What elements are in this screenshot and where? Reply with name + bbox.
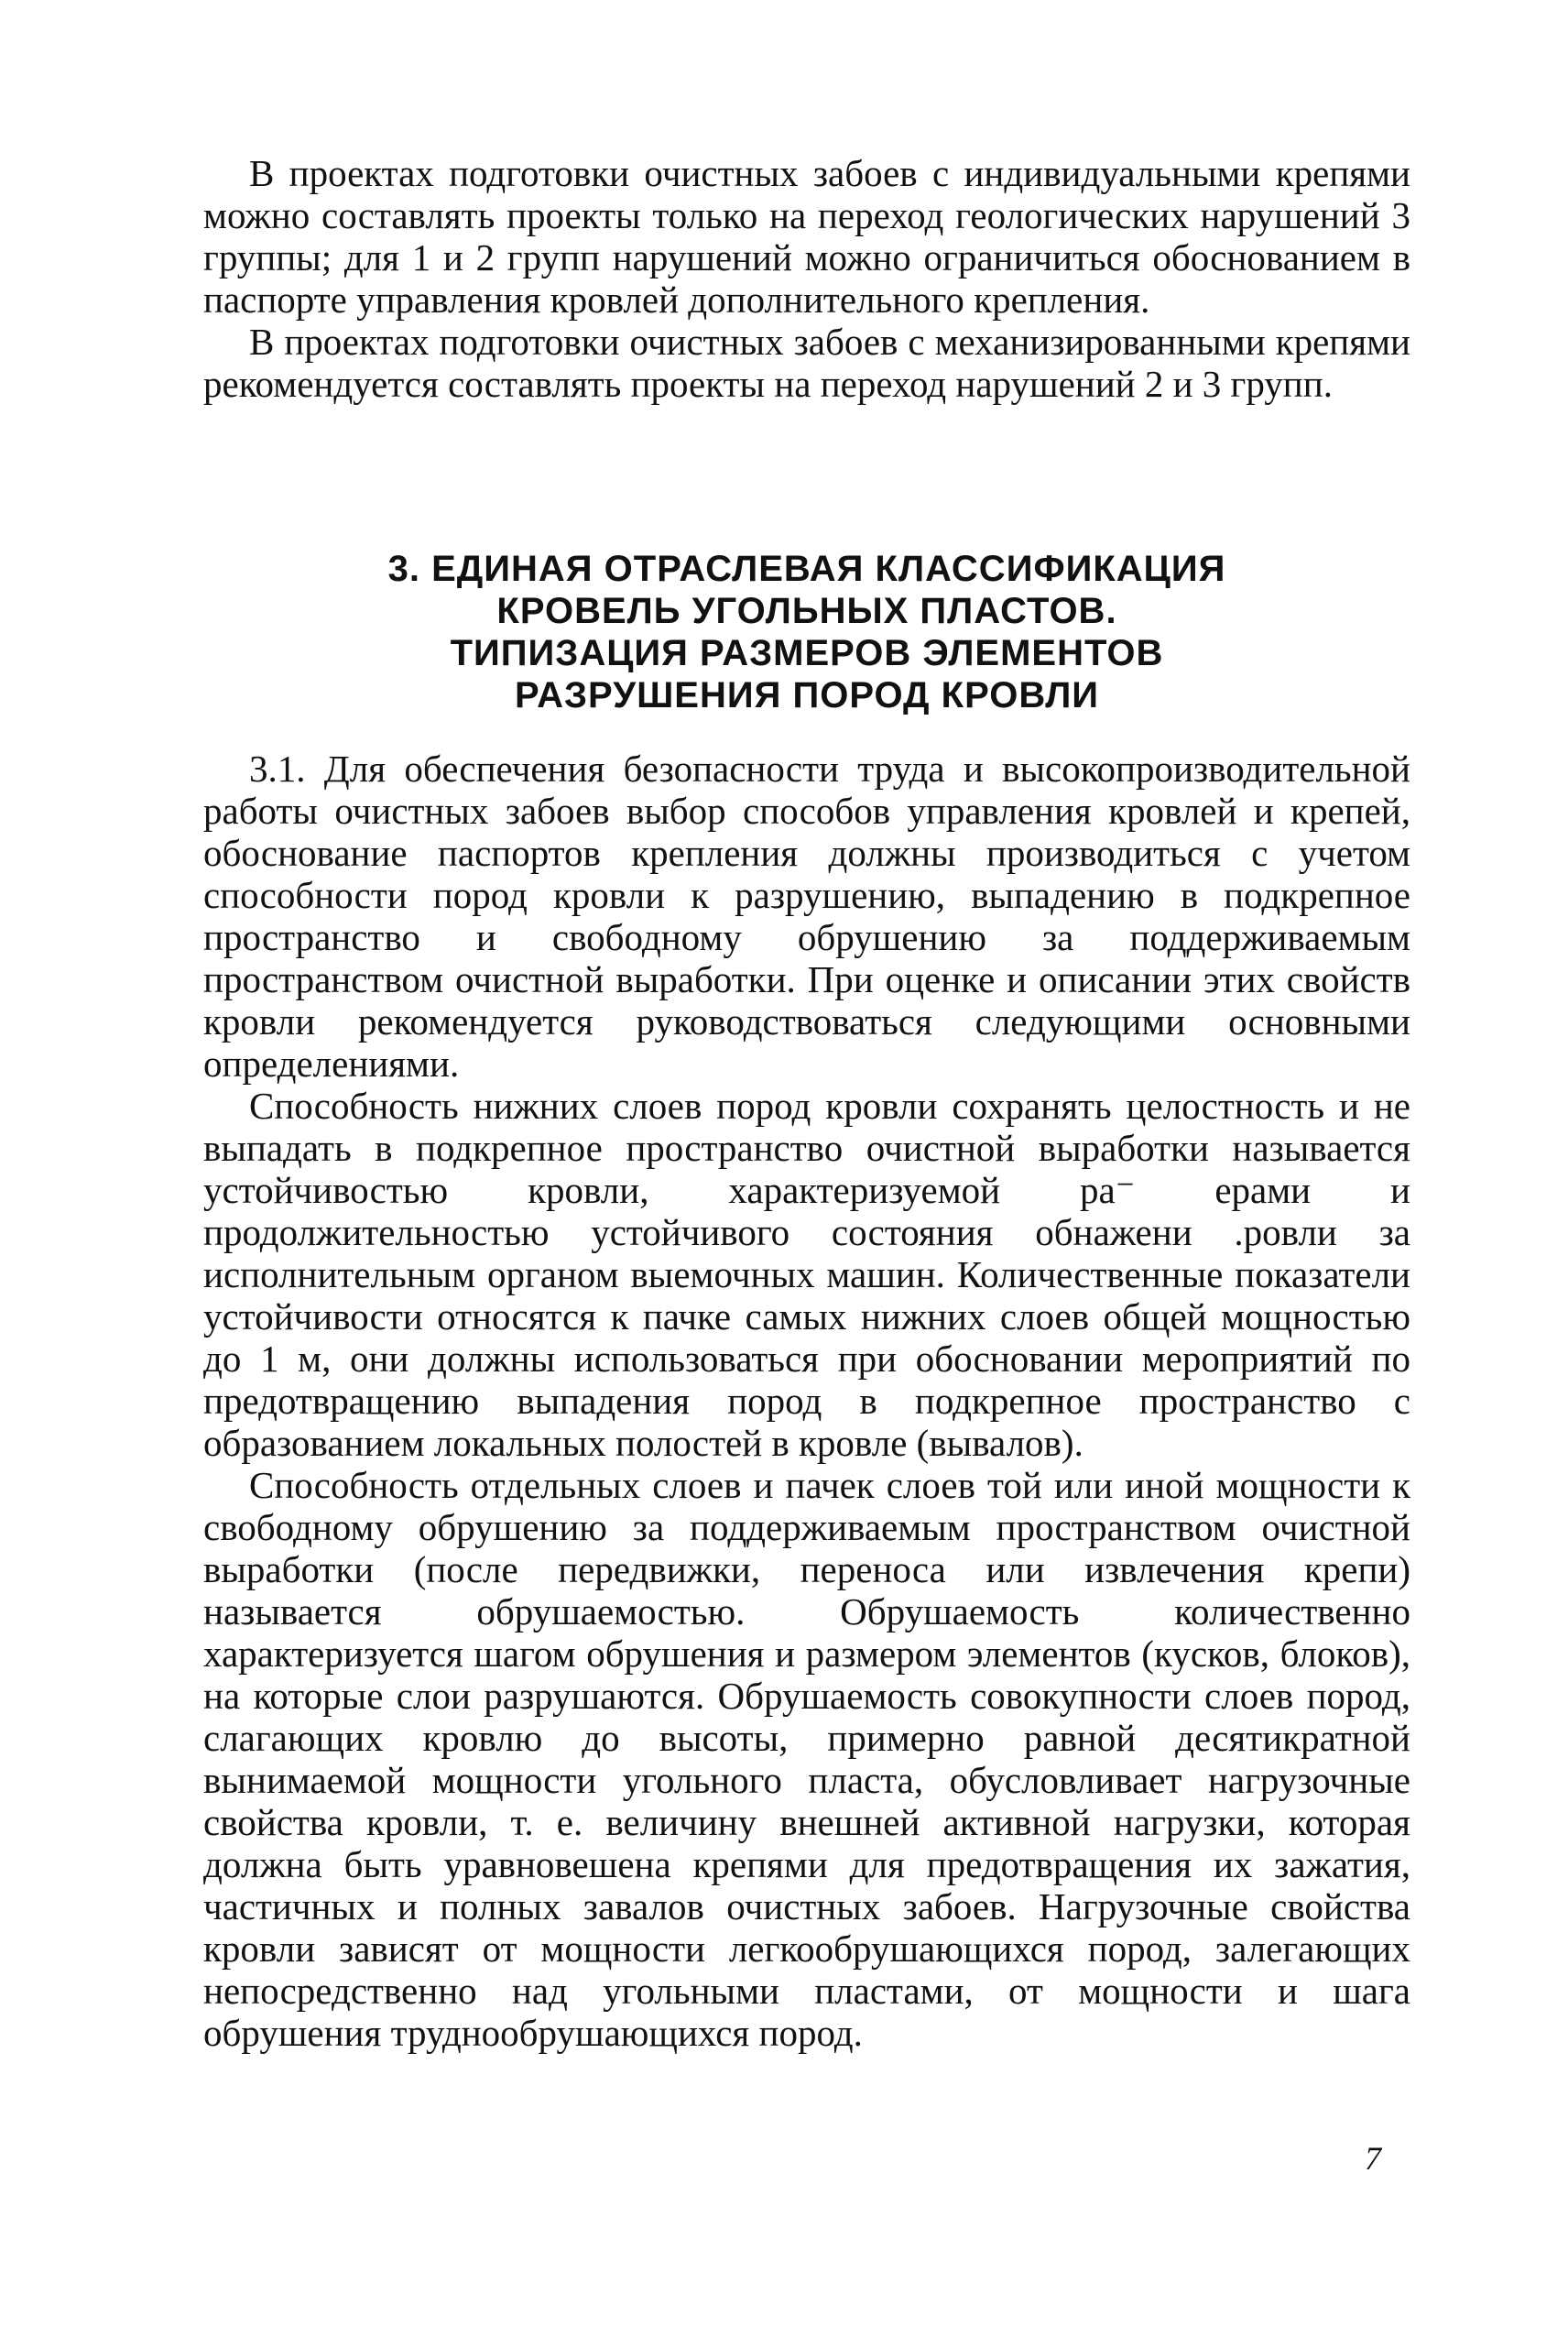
paragraph-3-1: 3.1. Для обеспечения безопасности труда и высокопроизводительной работы очистных забоев выбор способов управления кровлей и крепей, обоснование паспортов крепления должны производиться с учетом способности пород кровли к разрушению, выпадению в подкрепное пространство и свободному обрушению за поддерживаемым пространством очистной выработки. При оценке и описании этих свойств кровли рекомендуется руководствоваться следующими основными определениями. <box>203 748 1410 1085</box>
section-heading-line: РАЗРУШЕНИЯ ПОРОД КРОВЛИ <box>514 675 1100 715</box>
page-number: 7 <box>1365 2140 1381 2177</box>
section-heading-line: 3. ЕДИНАЯ ОТРАСЛЕВАЯ КЛАССИФИКАЦИЯ <box>387 549 1226 589</box>
intro-text <box>203 152 1410 405</box>
paragraph-caving: Способность отдельных слоев и пачек слоев той или иной мощности к свободному обрушению за поддерживаемым пространством очистной выработки (после передвижки, переноса или извлечения крепи) называется обрушаемостью. Обрушаемость количественно характеризуется шагом обрушения и размером элементов (кусков, блоков), на которые слои разрушаются. Обрушаемость совокупности слоев пород, слагающих кровлю до высоты, примерно равной десятикратной вынимаемой мощности угольного пласта, обусловливает нагрузочные свойства кровли, т. е. величину внешней активной нагрузки, которая должна быть уравновешена крепями для предотвращения их зажатия, частичных и полных завалов очистных забоев. Нагрузочные свойства кровли зависят от мощности легкообрушающихся пород, залегающих непосредственно над угольными пластами, от мощности и шага обрушения труднообрушающихся пород. <box>203 1464 1410 2054</box>
section-heading <box>203 548 1410 716</box>
paragraph-individual-supports: В проектах подготовки очистных забоев с индивидуальными крепями можно составлять проекты только на переход геологических нарушений 3 группы; для 1 и 2 групп нарушений можно ограничиться обоснованием в паспорте управления кровлей дополнительного крепления. <box>203 152 1410 321</box>
section-body <box>203 748 1410 2054</box>
section-heading-line: КРОВЕЛЬ УГОЛЬНЫХ ПЛАСТОВ. <box>496 591 1117 631</box>
paragraph-stability: Способность нижних слоев пород кровли сохранять целостность и не выпадать в подкрепное пространство очистной выработки называется устойчивостью кровли, характеризуемой ра⁻ ерами и продолжительностью устойчивого состояния обнажени .ровли за исполнительным органом выемочных машин. Количественные показатели устойчивости относятся к пачке самых нижних слоев общей мощностью до 1 м, они должны использоваться при обосновании мероприятий по предотвращению выпадения пород в подкрепное пространство с образованием локальных полостей в кровле (вывалов). <box>203 1085 1410 1464</box>
paragraph-mechanized-supports: В проектах подготовки очистных забоев с механизированными крепями рекомендуется составлять проекты на переход нарушений 2 и 3 групп. <box>203 321 1410 405</box>
section-heading-line: ТИПИЗАЦИЯ РАЗМЕРОВ ЭЛЕМЕНТОВ <box>450 633 1164 673</box>
